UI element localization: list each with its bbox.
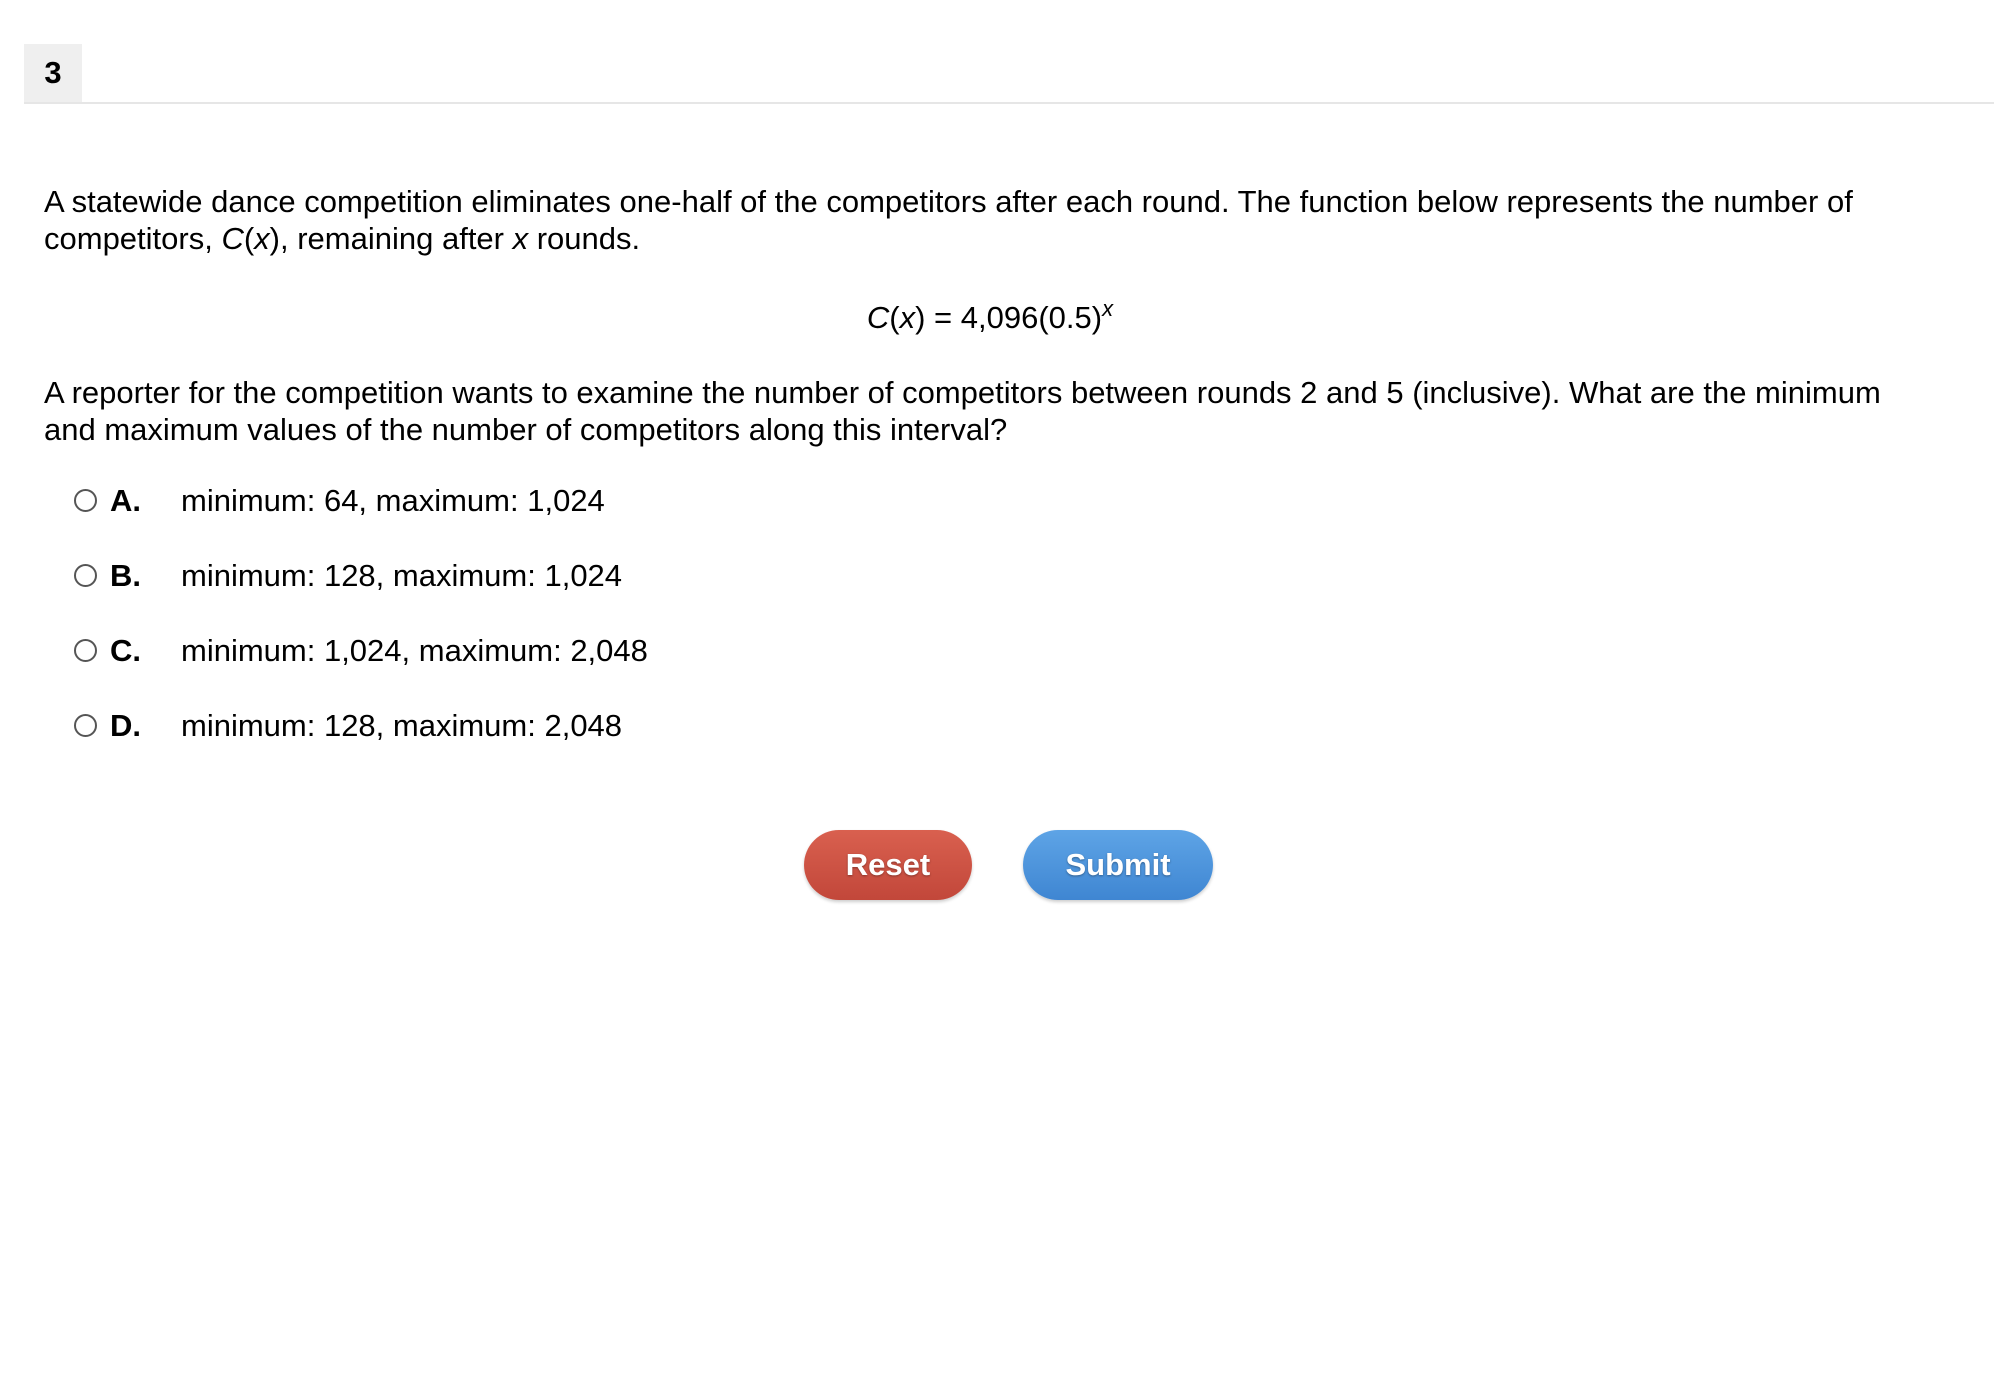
- question-number: 3: [24, 44, 82, 102]
- question-header: [24, 44, 1994, 104]
- stem-text-2: , remaining after: [280, 221, 513, 256]
- stem-variable: x: [254, 221, 270, 256]
- choice-letter: B.: [110, 558, 141, 593]
- equation-exponent: x: [1102, 296, 1114, 321]
- question-stem: [44, 183, 1924, 257]
- stem-function-name: C: [221, 221, 244, 256]
- function-equation: [0, 298, 1980, 338]
- choice-text: minimum: 1,024, maximum: 2,048: [181, 633, 648, 668]
- equation-rhs: ) = 4,096(0.5): [915, 300, 1103, 335]
- submit-button[interactable]: Submit: [1023, 830, 1213, 900]
- radio-button[interactable]: [74, 564, 97, 587]
- choice-letter: D.: [110, 708, 141, 743]
- stem-paren-close: ): [269, 221, 280, 256]
- choice-text: minimum: 128, maximum: 2,048: [181, 708, 623, 743]
- reset-button[interactable]: Reset: [804, 830, 972, 900]
- stem-text-1: A statewide dance competition eliminates one-half of the competitors after each round. The function below represents the number of competitors,: [44, 184, 1853, 256]
- equation-variable: x: [899, 300, 916, 335]
- equation-paren-open: (: [889, 300, 900, 335]
- stem-text-3: rounds.: [528, 221, 641, 256]
- question-prompt: A reporter for the competition wants to examine the number of competitors between rounds 2 and 5 (inclusive). What are the minimum and maximum values of the number of competitors along this interval?: [44, 375, 1881, 447]
- choice-text: minimum: 64, maximum: 1,024: [181, 483, 605, 518]
- radio-button[interactable]: [74, 489, 97, 512]
- equation-function-name: C: [866, 300, 890, 335]
- choice-letter: A.: [110, 483, 141, 518]
- stem-paren-open: (: [243, 221, 255, 256]
- choice-text: minimum: 128, maximum: 1,024: [181, 558, 623, 593]
- radio-button[interactable]: [74, 714, 97, 737]
- choice-letter: C.: [110, 633, 141, 668]
- radio-button[interactable]: [74, 639, 97, 662]
- stem-variable-2: x: [512, 221, 529, 256]
